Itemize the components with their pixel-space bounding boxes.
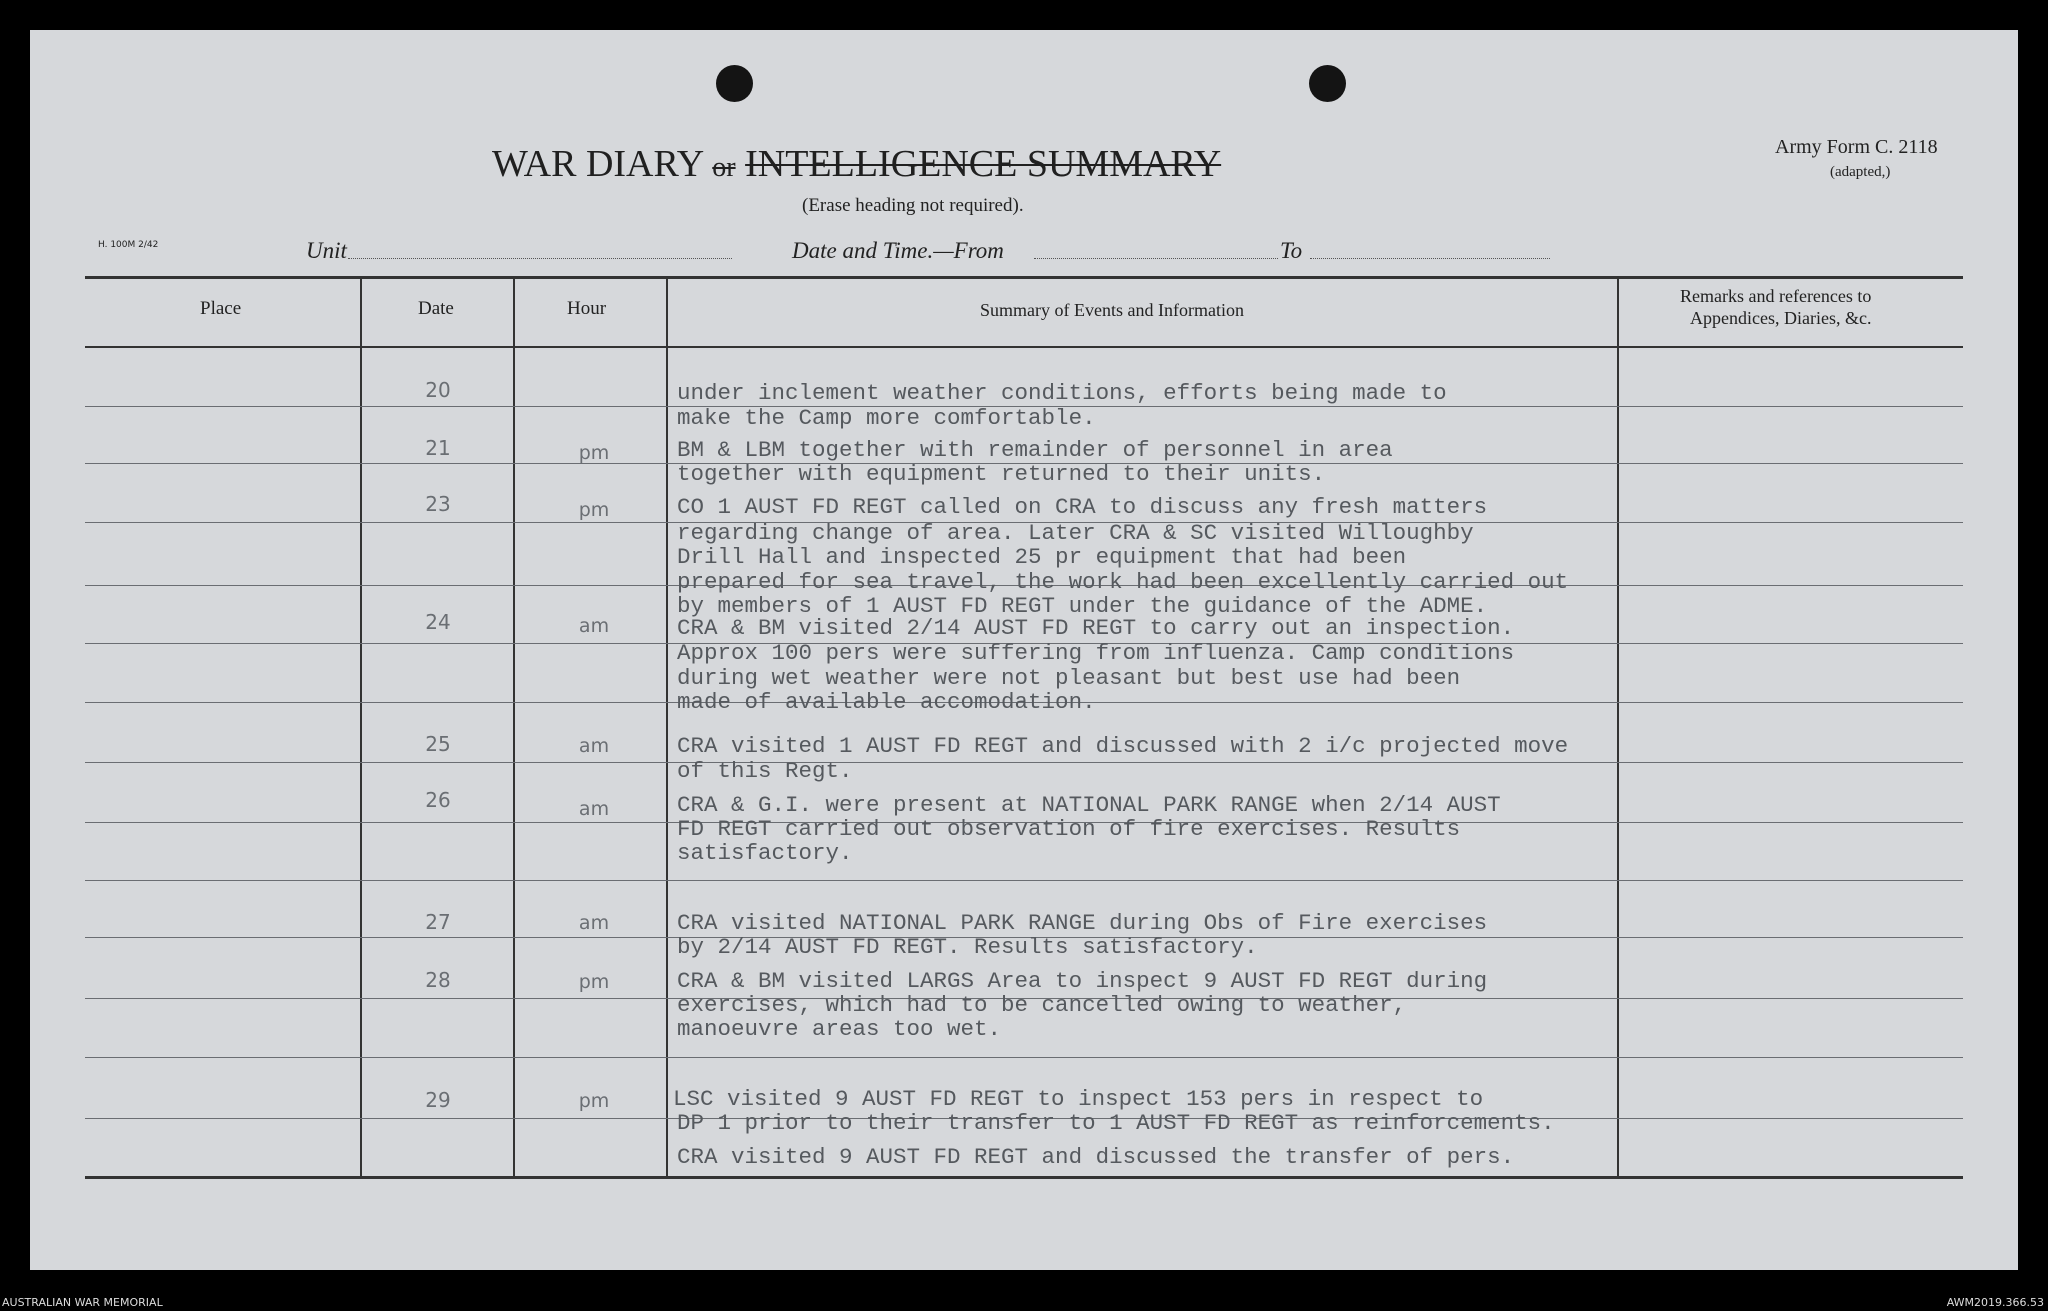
row-rule: [85, 1057, 1963, 1058]
col-header-summary: Summary of Events and Information: [980, 300, 1244, 320]
form-adapted: (adapted,): [1830, 164, 1891, 180]
col-header-remarks-line1: Remarks and references to: [1680, 286, 1872, 306]
summary-line: made of available accomodation.: [677, 689, 1096, 715]
summary-line: exercises, which had to be cancelled owing to weather,: [677, 992, 1407, 1018]
punch-hole-right: [1309, 65, 1346, 102]
date-entry: 28: [425, 968, 451, 992]
summary-line: together with equipment returned to their units.: [677, 461, 1326, 487]
date-entry: 20: [425, 378, 451, 402]
hour-entry: pm: [578, 442, 610, 464]
hour-entry: pm: [578, 971, 610, 993]
title-main: WAR DIARY: [492, 143, 703, 185]
date-entry: 26: [425, 788, 451, 812]
date-to-field: [1310, 258, 1550, 259]
hour-entry: pm: [578, 1090, 610, 1112]
hour-entry: am: [578, 912, 610, 934]
summary-line: DP 1 prior to their transfer to 1 AUST FD REGT as reinforcements.: [677, 1110, 1555, 1136]
summary-line: CRA & G.I. were present at NATIONAL PARK RANGE when 2/14 AUST: [677, 792, 1501, 818]
erase-note: (Erase heading not required).: [802, 195, 1024, 216]
summary-line: BM & LBM together with remainder of personnel in area: [677, 437, 1393, 463]
summary-line: LSC visited 9 AUST FD REGT to inspect 153 pers in respect to: [673, 1086, 1484, 1112]
row-rule: [85, 880, 1963, 881]
summary-line: by 2/14 AUST FD REGT. Results satisfactory.: [677, 934, 1258, 960]
form-name: Army Form C. 2118: [1775, 136, 1938, 158]
summary-line: prepared for sea travel, the work had been excellently carried out: [677, 569, 1569, 595]
hour-entry: am: [578, 735, 610, 757]
col-header-hour: Hour: [567, 298, 607, 319]
summary-line: Approx 100 pers were suffering from influenza. Camp conditions: [677, 640, 1515, 666]
form-code: H. 100M 2/42: [98, 240, 159, 250]
to-label: To: [1280, 238, 1303, 263]
date-time-label: Date and Time.—From: [792, 238, 1004, 263]
summary-line: satisfactory.: [677, 840, 853, 866]
date-entry: 24: [425, 610, 451, 634]
summary-line: make the Camp more comfortable.: [677, 405, 1096, 431]
date-from-field: [1034, 258, 1278, 259]
footer-source: AUSTRALIAN WAR MEMORIAL: [2, 1296, 163, 1309]
table-top-border: [85, 276, 1963, 279]
title-struck: INTELLIGENCE SUMMARY: [745, 143, 1222, 185]
unit-label: Unit: [306, 238, 347, 263]
summary-line: CRA & BM visited 2/14 AUST FD REGT to carry out an inspection.: [677, 615, 1515, 641]
date-entry: 21: [425, 436, 451, 460]
footer-reference: AWM2019.366.53: [1946, 1296, 2044, 1309]
summary-line: CRA & BM visited LARGS Area to inspect 9 AUST FD REGT during: [677, 968, 1488, 994]
summary-line: CRA visited 1 AUST FD REGT and discussed with 2 i/c projected move: [677, 733, 1569, 759]
hour-entry: pm: [578, 499, 610, 521]
date-entry: 23: [425, 492, 451, 516]
summary-line: Drill Hall and inspected 25 pr equipment that had been: [677, 544, 1407, 570]
summary-line: manoeuvre areas too wet.: [677, 1016, 1002, 1042]
hour-entry: am: [578, 615, 610, 637]
summary-line: under inclement weather conditions, efforts being made to: [677, 380, 1447, 406]
unit-field: [348, 258, 732, 259]
punch-hole-left: [716, 65, 753, 102]
summary-line: regarding change of area. Later CRA & SC visited Willoughby: [677, 520, 1474, 546]
summary-line: CO 1 AUST FD REGT called on CRA to discuss any fresh matters: [677, 494, 1488, 520]
col-divider-1: [360, 278, 362, 1176]
col-header-remarks-line2: Appendices, Diaries, &c.: [1690, 308, 1872, 328]
row-rule: [85, 762, 1963, 763]
document-page: [30, 30, 2018, 1270]
summary-line: CRA visited NATIONAL PARK RANGE during Obs of Fire exercises: [677, 910, 1488, 936]
date-entry: 25: [425, 732, 451, 756]
title: [492, 142, 1221, 186]
col-divider-3: [666, 278, 668, 1176]
col-header-date: Date: [418, 298, 454, 319]
summary-line: of this Regt.: [677, 758, 853, 784]
date-entry: 27: [425, 910, 451, 934]
col-divider-4: [1617, 278, 1619, 1176]
summary-line: by members of 1 AUST FD REGT under the guidance of the ADME.: [677, 593, 1488, 619]
table-bottom-border: [85, 1176, 1963, 1179]
summary-line: during wet weather were not pleasant but best use had been: [677, 665, 1461, 691]
summary-line: FD REGT carried out observation of fire exercises. Results: [677, 816, 1461, 842]
date-entry: 29: [425, 1088, 451, 1112]
title-or: or: [712, 152, 736, 183]
col-header-place: Place: [200, 298, 242, 319]
summary-line: CRA visited 9 AUST FD REGT and discussed the transfer of pers.: [677, 1144, 1515, 1170]
col-divider-2: [513, 278, 515, 1176]
header-rule: [85, 346, 1963, 348]
hour-entry: am: [578, 798, 610, 820]
